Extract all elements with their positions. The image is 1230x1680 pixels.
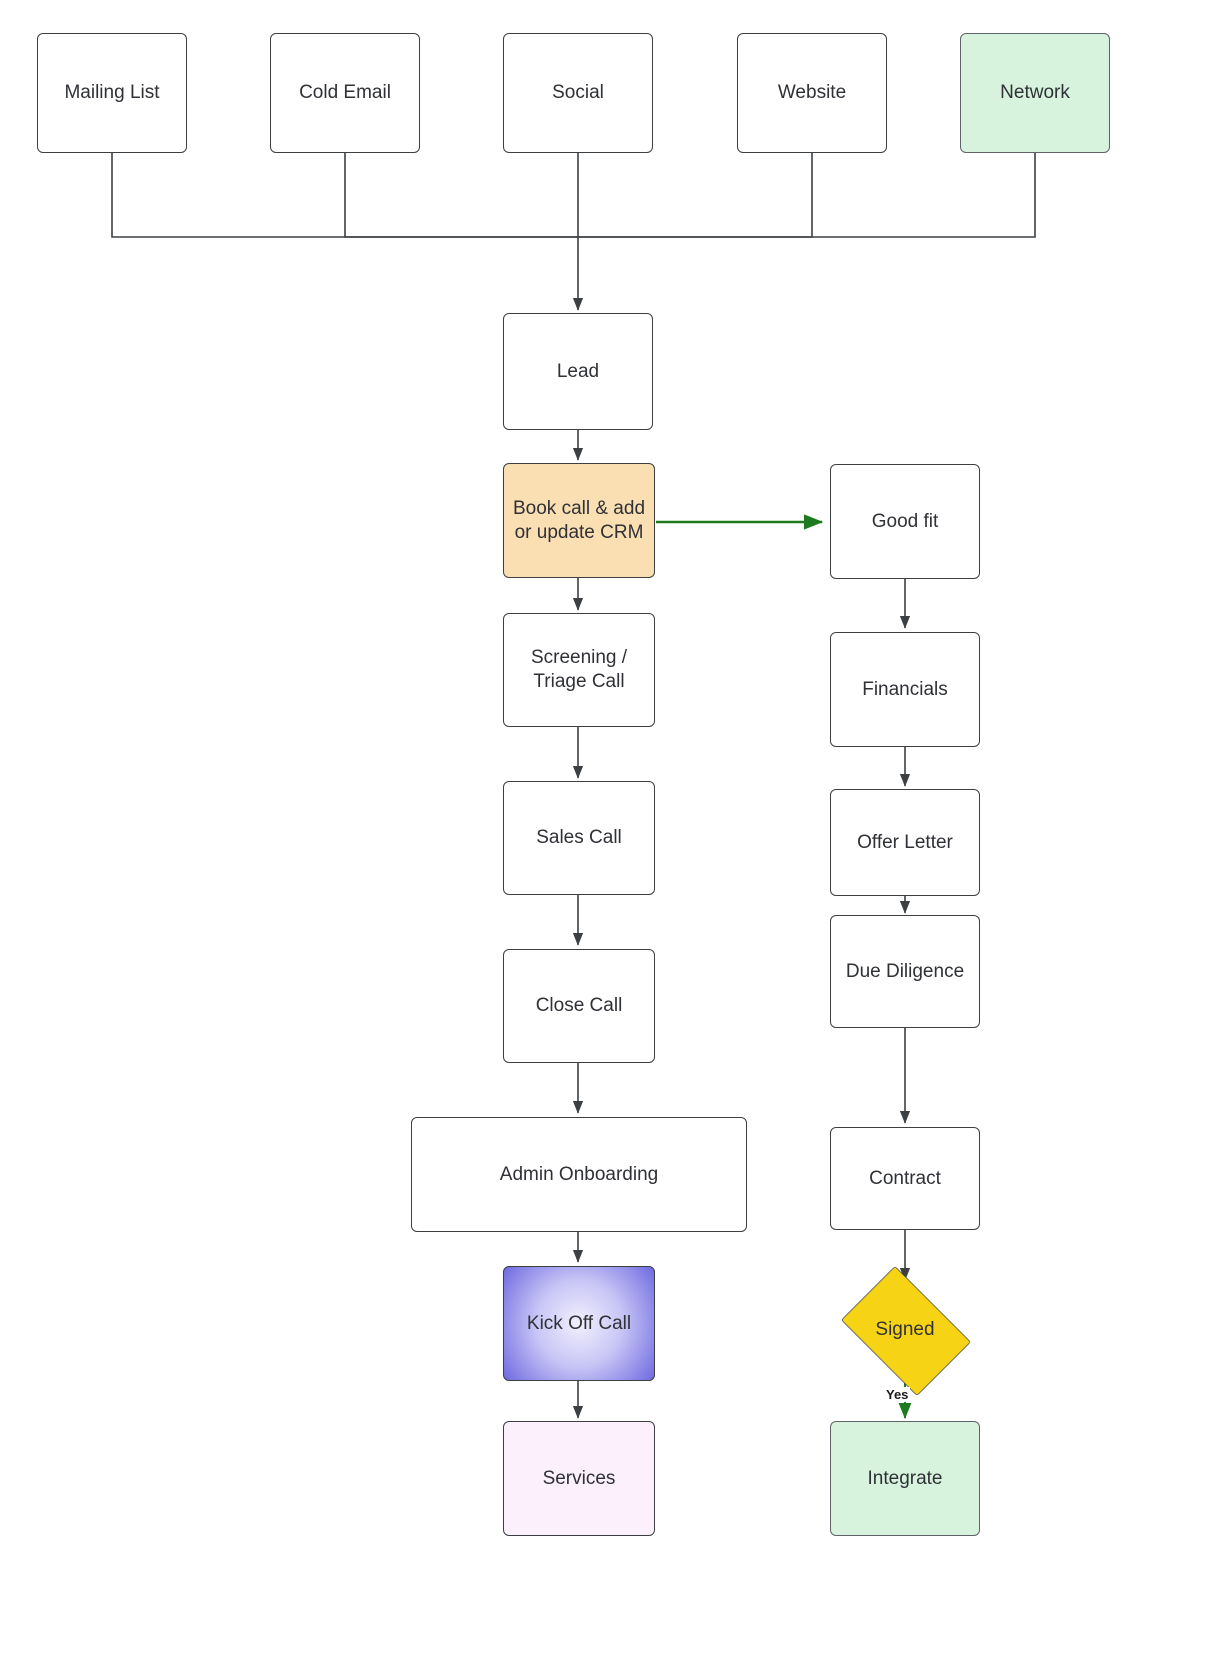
node-label: Financials	[862, 678, 948, 700]
node-label: Sales Call	[536, 827, 622, 849]
node-website[interactable]	[737, 33, 887, 153]
node-label: Integrate	[867, 1467, 943, 1489]
node-label: Close Call	[535, 995, 623, 1017]
node-label: Due Diligence	[845, 960, 965, 982]
node-label: Network	[1000, 82, 1070, 104]
edge-label-signed-yes: Yes	[886, 1387, 909, 1402]
node-good-fit[interactable]	[830, 464, 980, 579]
node-book-call[interactable]	[503, 463, 655, 578]
node-mailing-list[interactable]	[37, 33, 187, 153]
node-label: Services	[542, 1467, 616, 1489]
node-network[interactable]	[960, 33, 1110, 153]
node-signed-decision[interactable]	[830, 1277, 980, 1383]
node-sales-call[interactable]	[503, 781, 655, 895]
node-contract[interactable]	[830, 1127, 980, 1230]
node-integrate[interactable]	[830, 1421, 980, 1536]
node-label: Book call & add or update CRM	[512, 497, 646, 543]
node-services[interactable]	[503, 1421, 655, 1536]
node-close-call[interactable]	[503, 949, 655, 1063]
node-label: Lead	[556, 360, 600, 382]
node-kick-off-call[interactable]	[503, 1266, 655, 1381]
node-financials[interactable]	[830, 632, 980, 747]
node-label: Signed	[875, 1319, 935, 1340]
node-label: Mailing List	[64, 82, 160, 104]
node-label: Social	[552, 82, 604, 104]
node-social[interactable]	[503, 33, 653, 153]
node-label: Website	[777, 82, 847, 104]
node-cold-email[interactable]	[270, 33, 420, 153]
node-label: Contract	[869, 1167, 941, 1189]
node-lead[interactable]	[503, 313, 653, 430]
node-due-diligence[interactable]	[830, 915, 980, 1028]
node-label: Admin Onboarding	[499, 1163, 659, 1185]
node-admin-onboarding[interactable]	[411, 1117, 747, 1232]
node-label: Kick Off Call	[526, 1312, 632, 1334]
node-screening-call[interactable]	[503, 613, 655, 727]
node-label: Good fit	[871, 510, 939, 532]
node-offer-letter[interactable]	[830, 789, 980, 896]
node-label: Screening / Triage Call	[530, 647, 628, 692]
node-label: Cold Email	[299, 82, 391, 104]
node-label: Offer Letter	[857, 831, 953, 853]
